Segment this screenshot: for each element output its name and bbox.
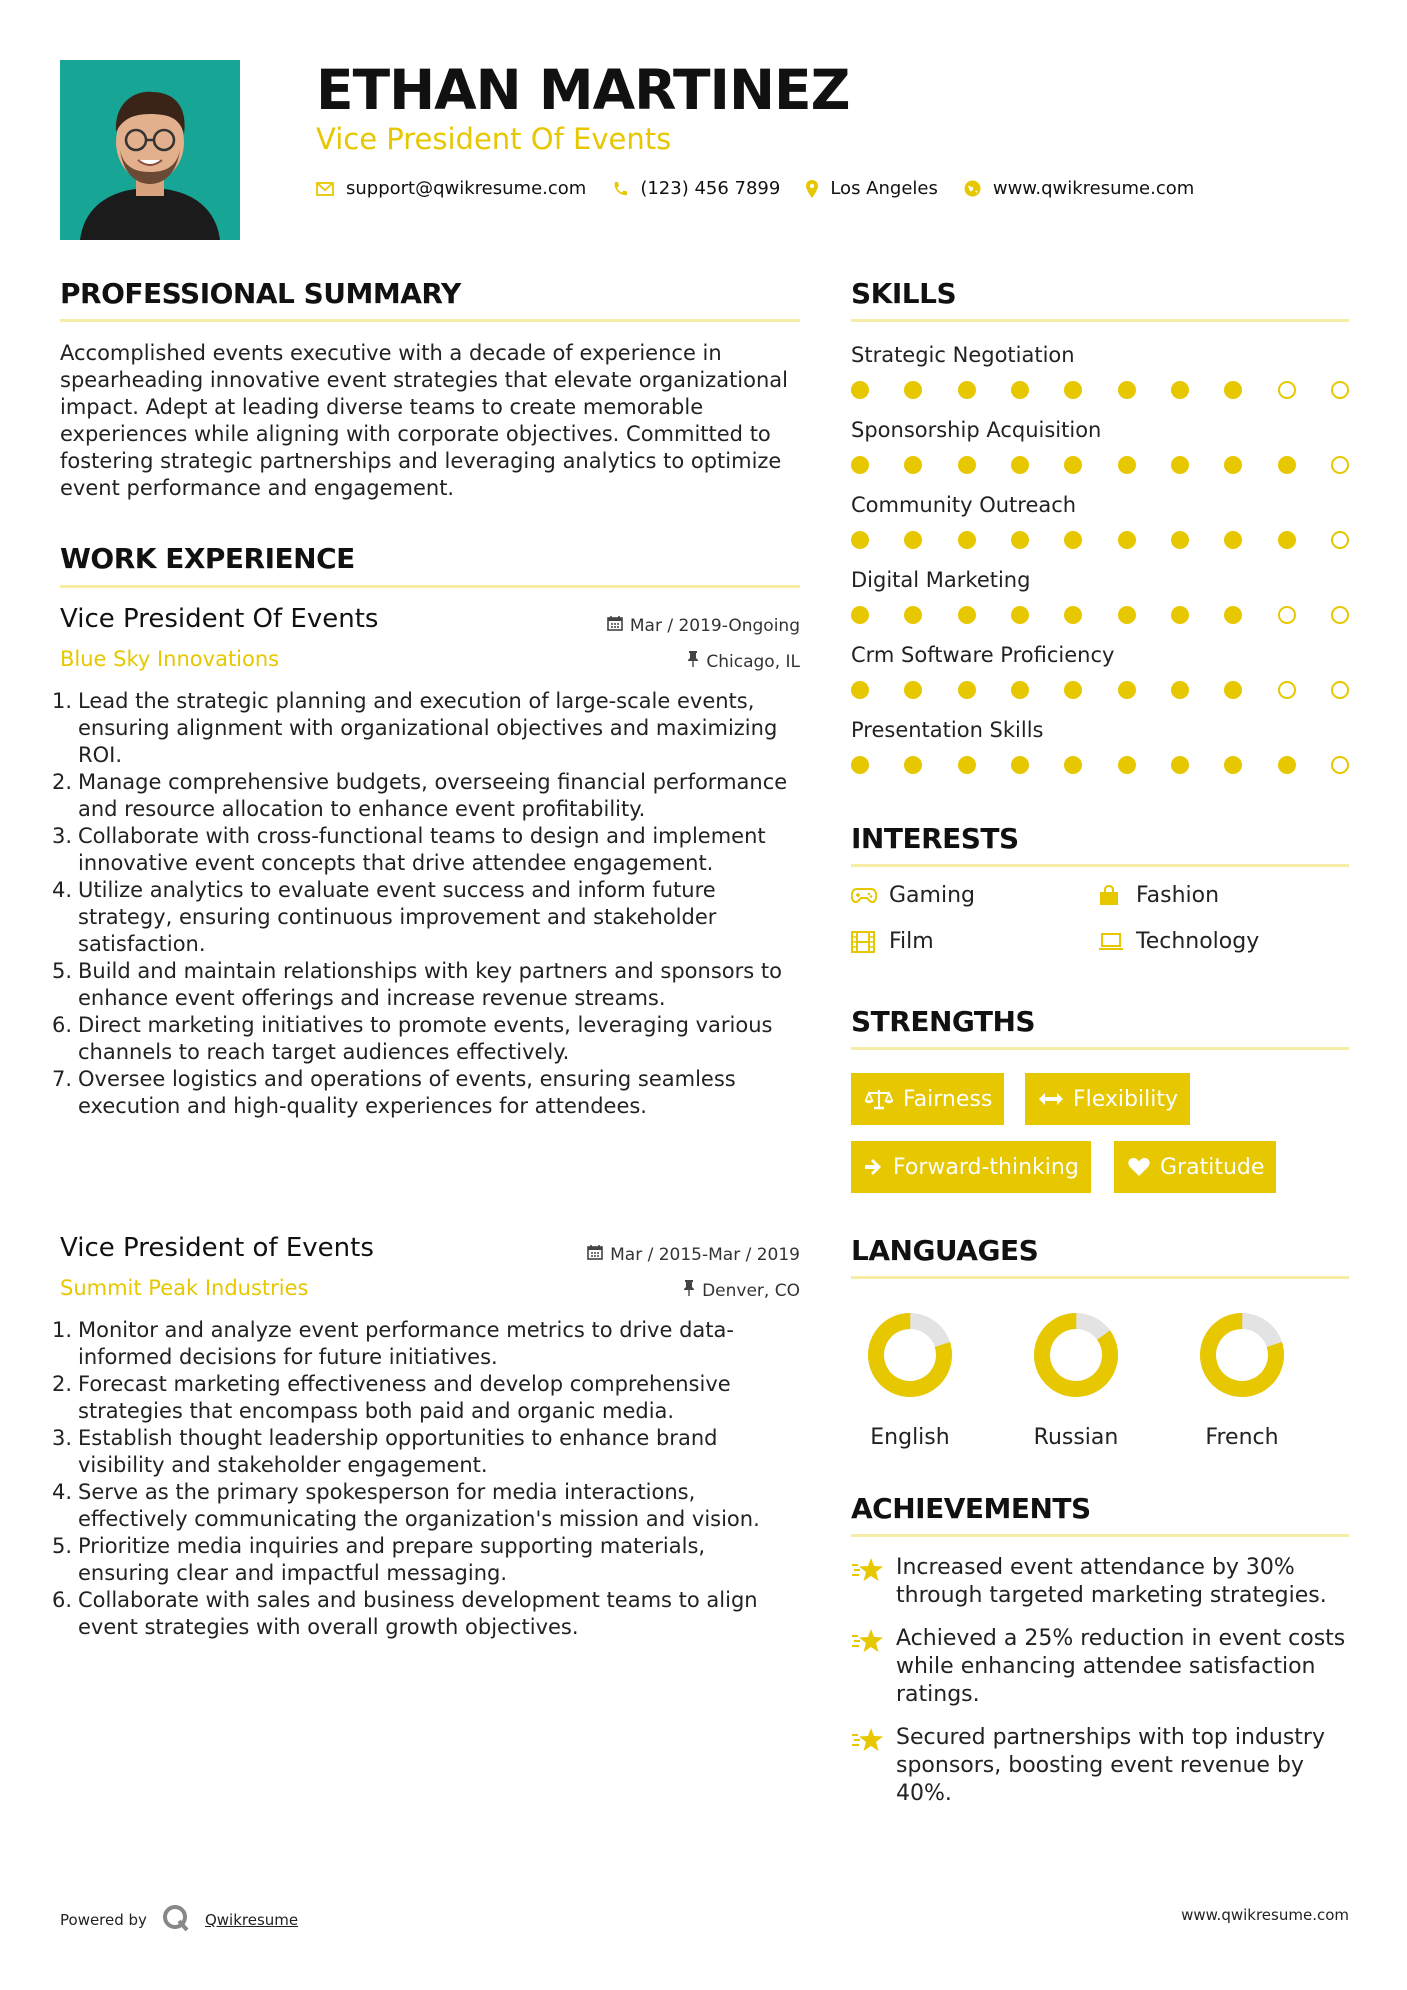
rating-dot-filled xyxy=(1011,456,1029,474)
laptop-icon xyxy=(1098,933,1124,951)
language-name: French xyxy=(1205,1425,1279,1450)
language-name: English xyxy=(870,1425,950,1450)
job-location-text: Denver, CO xyxy=(702,1280,800,1301)
contact-location: Los Angeles xyxy=(830,178,938,199)
duty-item: 3. Collaborate with cross-functional teams to design and implement innovative event concepts that drive attendee engagement. xyxy=(52,824,766,875)
footer-url[interactable]: www.qwikresume.com xyxy=(1181,1906,1349,1924)
shopping-bag-icon xyxy=(1098,885,1124,907)
rating-dot-filled xyxy=(904,456,922,474)
rating-dot-filled xyxy=(1064,381,1082,399)
skills-heading: SKILLS xyxy=(851,277,957,310)
candidate-title: Vice President Of Events xyxy=(316,122,672,156)
profile-photo xyxy=(60,60,240,240)
rating-dot-filled xyxy=(851,606,869,624)
job-dates-text: Mar / 2015-Mar / 2019 xyxy=(610,1244,800,1265)
rating-dot-filled xyxy=(1224,456,1242,474)
duty-item: 4. Utilize analytics to evaluate event success and inform future strategy, ensuring continuous improvement and stakeholder satisfaction. xyxy=(52,878,717,956)
contact-website[interactable]: www.qwikresume.com xyxy=(992,178,1195,199)
achievement-item xyxy=(851,1625,1361,1709)
experience-heading: WORK EXPERIENCE xyxy=(60,542,355,575)
summary-heading: PROFESSIONAL SUMMARY xyxy=(60,277,461,310)
duty-item: 7. Oversee logistics and operations of events, ensuring seamless execution and high-quality experiences for attendees. xyxy=(52,1067,736,1118)
skills-rule xyxy=(851,319,1349,322)
strength-tag xyxy=(851,1073,1004,1125)
rating-dot-filled xyxy=(1011,381,1029,399)
map-marker-icon xyxy=(806,180,818,198)
job-location-text: Chicago, IL xyxy=(706,651,800,672)
rating-dot-filled xyxy=(958,381,976,399)
language-name: Russian xyxy=(1033,1425,1119,1450)
skill-name: Crm Software Proficiency xyxy=(851,643,1115,667)
job-location xyxy=(683,1280,800,1301)
rating-dot-empty xyxy=(1278,381,1296,399)
rating-dot-filled xyxy=(1118,606,1136,624)
strength-tag xyxy=(851,1141,1091,1193)
job-duties xyxy=(52,688,792,1120)
rating-dot-filled xyxy=(851,456,869,474)
job-duties xyxy=(52,1317,792,1641)
achievements-rule xyxy=(851,1534,1349,1537)
achievement-item xyxy=(851,1554,1361,1610)
duty-item: 2. Manage comprehensive budgets, overseeing financial performance and resource allocation to enhance event profitability. xyxy=(52,770,788,821)
rating-dot-filled xyxy=(1118,756,1136,774)
rating-dot-filled xyxy=(1064,606,1082,624)
interest-label: Gaming xyxy=(889,883,975,908)
interest-item xyxy=(1098,929,1259,954)
experience-rule xyxy=(60,585,800,588)
rating-dot-filled xyxy=(958,531,976,549)
rating-dot-filled xyxy=(1118,456,1136,474)
rating-dot-filled xyxy=(1278,456,1296,474)
rating-dot-empty xyxy=(1331,681,1349,699)
duty-item: 4. Serve as the primary spokesperson for media interactions, effectively communicating the organization's mission and vision. xyxy=(52,1480,760,1531)
powered-by xyxy=(60,1903,298,1937)
rating-dot-empty xyxy=(1278,606,1296,624)
job-company: Summit Peak Industries xyxy=(60,1276,309,1300)
contact-phone[interactable]: (123) 456 7899 xyxy=(640,178,781,199)
star-icon xyxy=(851,1554,896,1610)
skill-rating xyxy=(851,681,1349,701)
language-level-ring xyxy=(1197,1310,1287,1400)
rating-dot-filled xyxy=(1224,756,1242,774)
rating-dot-empty xyxy=(1331,756,1349,774)
achievement-text: Increased event attendance by 30% through targeted marketing strategies. xyxy=(896,1555,1327,1608)
rating-dot-filled xyxy=(1278,756,1296,774)
languages-rule xyxy=(851,1276,1349,1279)
rating-dot-filled xyxy=(1064,531,1082,549)
duty-item: 2. Forecast marketing effectiveness and develop comprehensive strategies that encompass both paid and organic media. xyxy=(52,1372,731,1423)
rating-dot-empty xyxy=(1331,606,1349,624)
job-dates-text: Mar / 2019-Ongoing xyxy=(629,615,800,636)
qwikresume-logo-icon xyxy=(161,1903,191,1937)
achievement-text: Achieved a 25% reduction in event costs while enhancing attendee satisfaction ratings. xyxy=(896,1626,1346,1707)
candidate-name: ETHAN MARTINEZ xyxy=(316,58,850,122)
rating-dot-filled xyxy=(1118,531,1136,549)
phone-icon xyxy=(612,181,628,197)
rating-dot-filled xyxy=(1011,681,1029,699)
skill-name: Strategic Negotiation xyxy=(851,343,1075,367)
strength-label: Flexibility xyxy=(1073,1086,1178,1112)
balance-scale-icon xyxy=(865,1088,893,1110)
skill-name: Community Outreach xyxy=(851,493,1077,517)
interest-label: Film xyxy=(889,929,934,954)
rating-dot-filled xyxy=(1118,381,1136,399)
rating-dot-filled xyxy=(1011,531,1029,549)
job-dates xyxy=(587,1244,800,1265)
rating-dot-empty xyxy=(1278,681,1296,699)
rating-dot-filled xyxy=(1011,756,1029,774)
rating-dot-filled xyxy=(1171,456,1189,474)
calendar-icon xyxy=(607,615,623,636)
interest-label: Technology xyxy=(1136,929,1260,954)
rating-dot-filled xyxy=(958,606,976,624)
rating-dot-filled xyxy=(1171,606,1189,624)
rating-dot-empty xyxy=(1331,381,1349,399)
strengths-heading: STRENGTHS xyxy=(851,1005,1036,1038)
contact-email[interactable]: support@qwikresume.com xyxy=(346,178,587,199)
duty-item: 1. Lead the strategic planning and execution of large-scale events, ensuring alignment with organizational objectives and maximizing ROI. xyxy=(52,689,778,767)
envelope-icon xyxy=(316,182,334,196)
language-item xyxy=(845,1310,975,1450)
job-title: Vice President Of Events xyxy=(60,604,379,634)
skill-rating xyxy=(851,756,1349,776)
star-icon xyxy=(851,1625,896,1709)
rating-dot-empty xyxy=(1331,456,1349,474)
rating-dot-filled xyxy=(904,756,922,774)
duty-item: 3. Establish thought leadership opportunities to enhance brand visibility and stakeholder engagement. xyxy=(52,1426,718,1477)
duty-item: 6. Collaborate with sales and business development teams to align event strategies with overall growth objectives. xyxy=(52,1588,758,1639)
rating-dot-filled xyxy=(1224,681,1242,699)
strength-label: Fairness xyxy=(903,1086,993,1112)
rating-dot-filled xyxy=(1224,531,1242,549)
job-dates xyxy=(607,615,800,636)
strength-label: Forward-thinking xyxy=(893,1154,1079,1180)
languages-heading: LANGUAGES xyxy=(851,1234,1039,1267)
skill-rating xyxy=(851,606,1349,626)
language-ring-fill xyxy=(1031,1310,1121,1400)
job-location xyxy=(687,651,800,672)
achievement-text: Secured partnerships with top industry sponsors, boosting event revenue by 40%. xyxy=(896,1725,1325,1806)
qwikresume-link[interactable]: Qwikresume xyxy=(204,1911,299,1929)
summary-text: Accomplished events executive with a decade of experience in spearheading innovative event strategies that elevate organizational impact. Adept at leading diverse teams to create memorable experiences while aligning with corporate objectives. Committed to fostering strategic partnerships and leveraging analytics to optimize event performance and engagement. xyxy=(60,341,789,500)
duty-item: 1. Monitor and analyze event performance metrics to drive data-informed decisions for future initiatives. xyxy=(52,1318,734,1369)
interest-item xyxy=(1098,883,1219,908)
strength-label: Gratitude xyxy=(1160,1154,1265,1180)
rating-dot-filled xyxy=(1278,531,1296,549)
strength-tag xyxy=(1025,1073,1190,1125)
rating-dot-filled xyxy=(1064,681,1082,699)
language-level-ring xyxy=(865,1310,955,1400)
rating-dot-empty xyxy=(1331,531,1349,549)
rating-dot-filled xyxy=(1171,381,1189,399)
summary-rule xyxy=(60,319,800,322)
rating-dot-filled xyxy=(1224,381,1242,399)
rating-dot-filled xyxy=(1064,456,1082,474)
language-ring-fill xyxy=(1199,1312,1285,1398)
gamepad-icon xyxy=(851,888,877,904)
rating-dot-filled xyxy=(1171,681,1189,699)
film-icon xyxy=(851,931,877,953)
rating-dot-filled xyxy=(904,381,922,399)
interests-rule xyxy=(851,864,1349,867)
duty-item: 5. Prioritize media inquiries and prepare supporting materials, ensuring clear and impactful messaging. xyxy=(52,1534,706,1585)
pushpin-icon xyxy=(687,651,699,672)
achievement-item xyxy=(851,1724,1361,1808)
skill-name: Sponsorship Acquisition xyxy=(851,418,1102,442)
achievements-heading: ACHIEVEMENTS xyxy=(851,1492,1091,1525)
language-ring-fill xyxy=(867,1312,953,1398)
job-title: Vice President of Events xyxy=(60,1233,374,1263)
language-item xyxy=(1177,1310,1307,1450)
duty-item: 6. Direct marketing initiatives to promote events, leveraging various channels to reach target audiences effectively. xyxy=(52,1013,773,1064)
star-icon xyxy=(851,1724,896,1808)
rating-dot-filled xyxy=(851,681,869,699)
strength-tag xyxy=(1114,1141,1276,1193)
rating-dot-filled xyxy=(1064,756,1082,774)
rating-dot-filled xyxy=(958,456,976,474)
language-level-ring xyxy=(1031,1310,1121,1400)
rating-dot-filled xyxy=(958,756,976,774)
rating-dot-filled xyxy=(851,531,869,549)
rating-dot-filled xyxy=(904,531,922,549)
interests-heading: INTERESTS xyxy=(851,822,1019,855)
rating-dot-filled xyxy=(958,681,976,699)
globe-icon xyxy=(964,180,981,197)
skill-name: Presentation Skills xyxy=(851,718,1044,742)
duty-item: 5. Build and maintain relationships with key partners and sponsors to enhance event offerings and increase revenue streams. xyxy=(52,959,782,1010)
rating-dot-filled xyxy=(1011,606,1029,624)
language-item xyxy=(1011,1310,1141,1450)
skill-name: Digital Marketing xyxy=(851,568,1031,592)
powered-by-label: Powered by xyxy=(60,1911,147,1929)
skill-rating xyxy=(851,531,1349,551)
arrows-horizontal-icon xyxy=(1039,1092,1063,1106)
pushpin-icon xyxy=(683,1280,695,1301)
skill-rating xyxy=(851,456,1349,476)
rating-dot-filled xyxy=(851,756,869,774)
rating-dot-filled xyxy=(904,681,922,699)
rating-dot-filled xyxy=(904,606,922,624)
rating-dot-filled xyxy=(1171,756,1189,774)
interest-item xyxy=(851,883,975,908)
rating-dot-filled xyxy=(1224,606,1242,624)
interest-item xyxy=(851,929,934,954)
heart-icon xyxy=(1128,1157,1150,1177)
calendar-icon xyxy=(587,1244,603,1265)
interest-label: Fashion xyxy=(1136,883,1220,908)
rating-dot-filled xyxy=(1118,681,1136,699)
arrow-right-icon xyxy=(865,1158,883,1176)
job-company: Blue Sky Innovations xyxy=(60,647,280,671)
skill-rating xyxy=(851,381,1349,401)
rating-dot-filled xyxy=(1171,531,1189,549)
strengths-rule xyxy=(851,1047,1349,1050)
contact-bar xyxy=(316,178,1220,199)
rating-dot-filled xyxy=(851,381,869,399)
